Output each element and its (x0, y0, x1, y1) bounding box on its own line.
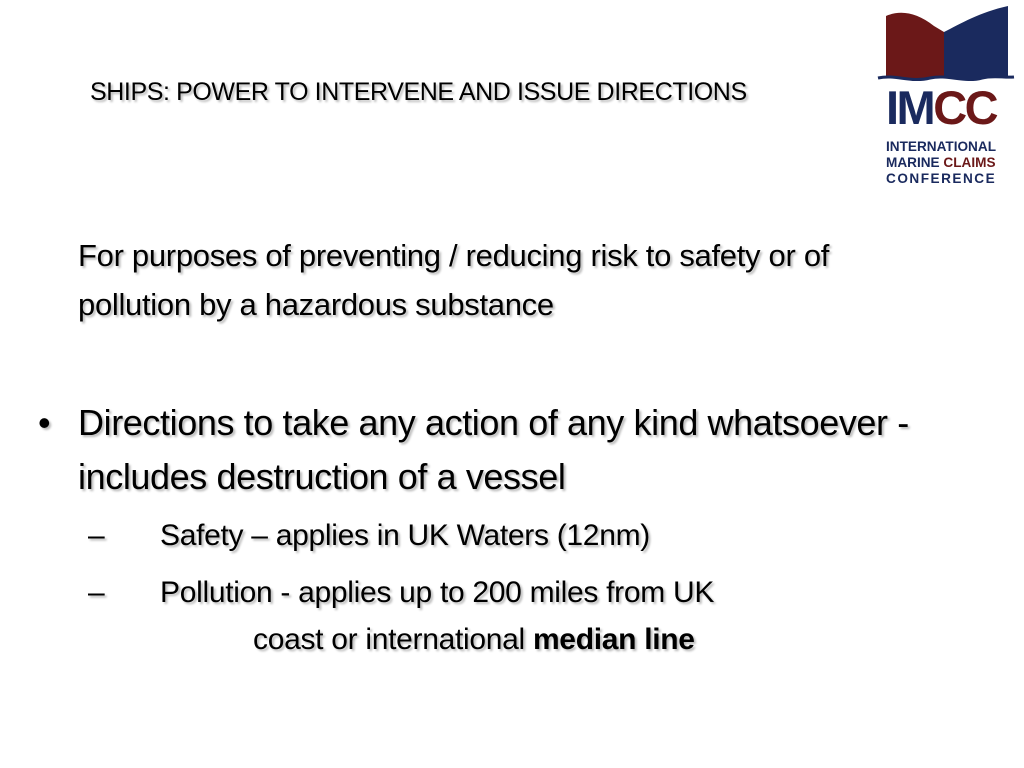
logo-line-marine-claims (886, 156, 996, 170)
sub-item-text: Safety – applies in UK Waters (12nm) (160, 519, 650, 552)
continuation-text: coast or international (253, 623, 533, 656)
median-line-emphasis: median line (532, 623, 695, 656)
bullet-dot: • (38, 402, 51, 443)
imcc-logo (876, 4, 1016, 186)
logo-brand-text (886, 81, 997, 134)
sub-item-dash: – (88, 519, 105, 552)
logo-wave-graphic (876, 4, 1016, 84)
sub-item-text: Pollution - applies up to 200 miles from UK (160, 576, 715, 609)
logo-brand-im: IM (886, 81, 934, 134)
sub-item-continuation (253, 618, 695, 662)
intro-paragraph: For purposes of preventing / reducing risk to safety or of pollution by a hazardous substance (78, 238, 830, 322)
logo-line-international: INTERNATIONAL (886, 139, 996, 154)
logo-line-marine: MARINE (886, 155, 944, 170)
bullet-text: Directions to take any action of any kind whatsoever - includes destruction of a vessel (78, 402, 909, 497)
logo-brand-cc: CC (933, 81, 997, 134)
slide-title: SHIPS: POWER TO INTERVENE AND ISSUE DIRECTIONS (90, 78, 747, 106)
sub-item-dash: – (88, 576, 105, 609)
logo-line-claims: CLAIMS (943, 155, 996, 170)
logo-line-conference: CONFERENCE (886, 171, 997, 186)
